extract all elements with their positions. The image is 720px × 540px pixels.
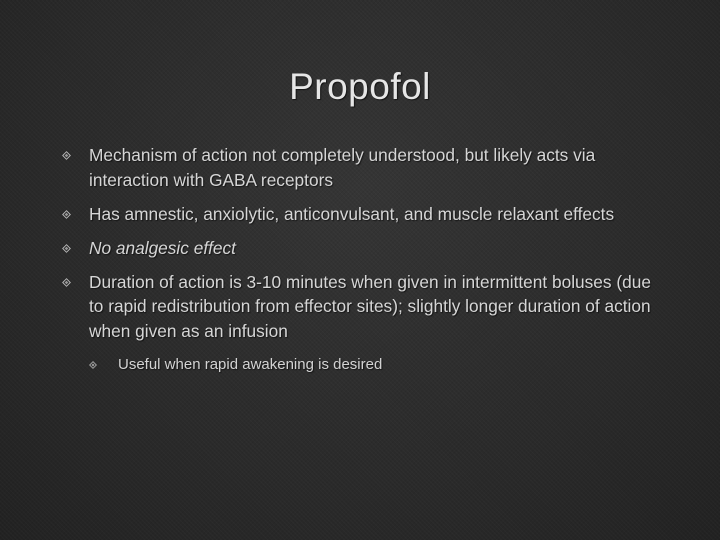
diamond-bullet-icon xyxy=(62,244,71,253)
diamond-bullet-icon xyxy=(89,361,97,369)
slide-title: Propofol xyxy=(289,66,431,107)
bullet-text: Mechanism of action not completely understood, but likely acts via interaction with GABA receptors xyxy=(89,145,596,190)
sub-bullet-item-awakening xyxy=(89,355,662,375)
sub-bullet-text: Useful when rapid awakening is desired xyxy=(118,356,383,373)
diamond-bullet-icon xyxy=(62,278,71,287)
diamond-bullet-icon xyxy=(62,151,71,160)
bullet-text: Has amnestic, anxiolytic, anticonvulsant, and muscle relaxant effects xyxy=(89,203,615,224)
bullet-item-effects xyxy=(62,202,662,227)
bullet-item-duration xyxy=(62,270,662,376)
bullet-text: Duration of action is 3-10 minutes when given in intermittent boluses (due to rapid redistribution from effector sites); slightly longer duration of action when given as an infusion xyxy=(89,271,651,341)
bullet-item-mechanism xyxy=(62,143,662,192)
bullet-list xyxy=(62,143,662,385)
sub-bullet-list xyxy=(89,355,662,375)
bullet-item-analgesic xyxy=(62,236,662,261)
bullet-text: No analgesic effect xyxy=(89,237,236,258)
diamond-bullet-icon xyxy=(62,210,71,219)
